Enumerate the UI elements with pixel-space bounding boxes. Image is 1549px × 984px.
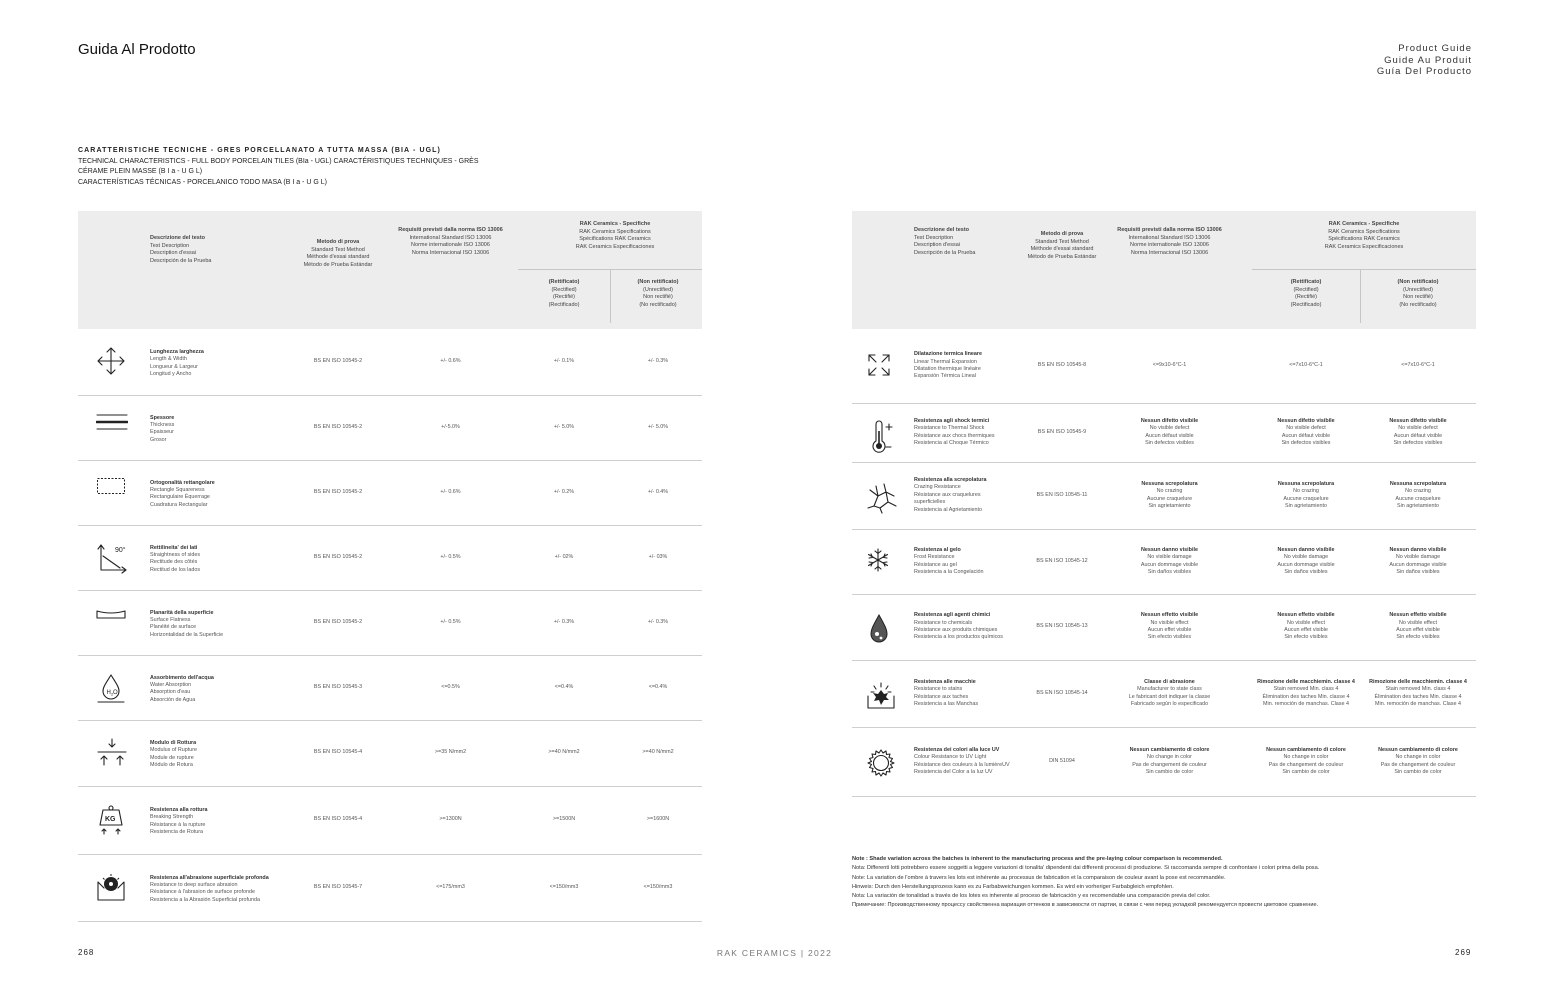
text-line: Min. remoción de manchas. Clase 4 (1263, 700, 1349, 707)
iso-requirement (1097, 481, 1242, 511)
table-row (78, 460, 702, 526)
test-method: BS EN ISO 10545-7 (313, 883, 363, 890)
text-line: Resistencia de Rotura (150, 829, 204, 836)
text-line: No visible effect (1287, 619, 1325, 626)
text-line: Nessun difetto visibile (1277, 417, 1335, 424)
test-method: BS EN ISO 10545-4 (313, 749, 363, 755)
rectified-value: +/- 5.0% (553, 423, 575, 430)
text-line: No visible damage (1147, 554, 1192, 561)
note-de: Hinweis: Durch den Herstellungsprozess kann es zu Farbabweichungen kommen. Es wird ein vorheriger Farbabgleich empfohlen. (852, 883, 1174, 890)
text-line: Aucun dommage visible (1389, 561, 1447, 568)
text-line: Resistenza al gelo (914, 546, 961, 553)
text-line: No crazing (1405, 488, 1431, 495)
left-table-header (78, 211, 702, 329)
unrectified-value: <=150/mm3 (643, 883, 673, 890)
iso-requirement: +/- 0.6% (440, 488, 461, 495)
product-guide-translations (1377, 43, 1472, 78)
iso-requirement: +/- 0.5% (440, 553, 461, 560)
iso-requirement (1097, 418, 1242, 448)
svg-text:2: 2 (111, 691, 114, 696)
note-fr: Note: La variation de l'ombre à travers les lots est inhérente au processus de fabrication et la comparaison de couleur avant la pose est recommandée. (852, 874, 1226, 881)
svg-text:H: H (106, 689, 111, 696)
test-method: BS EN ISO 10545-2 (313, 488, 363, 495)
text-line: Nessun difetto visibile (1140, 417, 1199, 424)
dashed-rectangle-icon (96, 477, 126, 500)
text-line: Résistance aux produits chimiques (914, 627, 998, 633)
text-line: Sin daños visibles (1396, 568, 1440, 575)
text-line: Resistenza alla screpolatura (914, 477, 987, 483)
text-line: superficielles (914, 499, 946, 506)
rectified-value: +/- 0.1% (553, 358, 575, 364)
text-line: Planarità della superficie (150, 609, 214, 616)
text-line: Sin daños visibles (1147, 568, 1192, 575)
text-line: Sin daños visibles (1284, 568, 1328, 575)
test-description (150, 610, 290, 640)
text-line: No visible effect (1150, 619, 1189, 626)
header-iso-requirements: Requisiti previsti dalla norma ISO 13006 International Standard ISO 13006 Norme internationale ISO 13006 Norma Internacional ISO 13006 (1117, 227, 1222, 256)
text-line: Sin cambio de color (1145, 768, 1194, 775)
page-number-left: 268 (78, 948, 95, 957)
table-row (78, 525, 702, 591)
text-line: Aucune craquelure (1283, 495, 1329, 502)
guide-fr: Guide Au Produit (1384, 54, 1472, 66)
text-line: Sin defectos visibles (1145, 439, 1194, 446)
text-line: No visible defect (1398, 425, 1438, 432)
test-description (150, 807, 290, 837)
iso-requirement: <=0.5% (441, 683, 460, 690)
text-line: Grosor (150, 436, 167, 443)
text-line: Sin efecto visibles (1396, 634, 1440, 641)
unrectified-value: >=40 N/mm2 (642, 749, 674, 755)
text-line: Sin agrietamiento (1285, 502, 1327, 509)
table-row (852, 529, 1476, 595)
text-line: Min. remoción de manchas. Clase 4 (1375, 700, 1461, 707)
text-line: Élimination des taches Min. classe 4 (1262, 693, 1350, 700)
text-line: Resistance to chemicals (914, 619, 973, 626)
right-spec-table (852, 211, 1476, 797)
right-table-header (852, 211, 1476, 329)
right-angle-90-icon (96, 542, 130, 579)
rectified-value: <=0.4% (554, 683, 574, 690)
text-line: Aucun effet visible (1147, 627, 1192, 633)
text-line: Breaking Strength (150, 814, 194, 821)
footer-brand: RAK CERAMICS | 2022 (716, 948, 833, 958)
table-row (852, 660, 1476, 728)
test-method: BS EN ISO 10545-3 (313, 683, 363, 690)
rectified-value: <=150/mm3 (549, 883, 579, 890)
crazing-crack-icon (866, 482, 898, 519)
left-spec-table (78, 211, 702, 921)
text-line: Resistenza alla rottura (150, 807, 208, 813)
chemical-drop-icon (866, 613, 892, 650)
text-line: Résistance aux chocs thermiques (914, 432, 995, 439)
rectified-value: +/- 0.2% (553, 488, 575, 495)
text-line: Pas de changement de couleur (1268, 761, 1344, 768)
text-line: Aucune craquelure (1395, 495, 1441, 502)
text-line: Résistance à l'abrasion de surface profonde (150, 889, 256, 896)
text-line: Resistenza dei colori alla luce UV (914, 746, 1000, 753)
header-rectified: (Rettificato) (Rectified) (Rectifié) (Rectificado) (548, 279, 580, 308)
svg-text:O: O (113, 689, 118, 696)
iso-requirement: >=35 N/mm2 (434, 749, 467, 755)
test-method: BS EN ISO 10545-12 (1036, 557, 1088, 564)
text-line: Résistance à la rupture (150, 821, 206, 828)
text-line: Resistance to deep surface abrasion (150, 881, 238, 888)
text-line: Aucun effet visible (1396, 627, 1440, 633)
unrectified-value (1360, 679, 1476, 709)
text-line: <=9x10-6°C-1 (1152, 362, 1187, 369)
text-line: Longueur & Largeur (150, 363, 198, 370)
text-line: Sin cambio de color (1394, 768, 1442, 775)
rectified-value (1252, 481, 1360, 511)
test-description (150, 415, 290, 445)
text-line: Dilatation thermique linéaire (914, 366, 981, 372)
text-line: Nessun effetto visibile (1277, 612, 1335, 619)
guide-en: Product Guide (1398, 43, 1472, 54)
text-line: Aucun défaut visible (1393, 432, 1443, 439)
test-description (150, 675, 290, 705)
text-line: No crazing (1293, 488, 1319, 495)
rectified-value: >=1500N (552, 816, 576, 822)
text-line: Nessun danno visibile (1141, 546, 1198, 553)
text-line: Rectitude des côtés (150, 559, 198, 566)
text-line: Assorbimento dell'acqua (150, 674, 214, 681)
expand-arrows-icon (866, 352, 892, 383)
text-line: Sin efecto visibles (1284, 634, 1328, 641)
text-line: Ortogonalità rettangolare (150, 479, 215, 486)
text-line: Le fabricant doit indiquer la classe (1128, 693, 1211, 700)
text-line: Aucune craquelure (1146, 495, 1193, 502)
text-line: No visible defect (1286, 425, 1326, 432)
unrectified-value (1360, 481, 1476, 511)
text-line: Nessun cambiamento di colore (1129, 746, 1210, 753)
surface-flatness-icon (96, 607, 126, 625)
text-line: Resistencia a las Manchas (914, 700, 979, 707)
guide-es: Guía Del Producto (1376, 66, 1472, 77)
text-line: Resistenza agli agenti chimici (914, 612, 991, 619)
unrectified-value (1360, 612, 1476, 642)
text-line: Sin agrietamiento (1397, 502, 1439, 509)
text-line: Stain removed Min. class 4 (1385, 686, 1451, 693)
text-line: Pas de changement de couleur (1132, 761, 1207, 768)
text-line: Resistencia a los productos químicos (914, 634, 1003, 641)
text-line: Resistance to stains (914, 686, 963, 693)
text-line: Résistance aux craquelures (914, 491, 981, 498)
text-line: <=7x10-6°C-1 (1401, 362, 1435, 369)
table-row (78, 590, 702, 656)
header-rectified: (Rettificato) (Rectified) (Rectifié) (Rectificado) (1290, 279, 1322, 308)
text-line: Sin defectos visibles (1281, 439, 1331, 446)
section-title-es: CARACTERÍSTICAS TÉCNICAS - PORCELANICO TODO MASA (B I a - U G L) (78, 178, 327, 186)
iso-requirement: +/- 0.6% (440, 358, 461, 364)
test-description (150, 740, 290, 770)
svg-text:90°: 90° (115, 546, 126, 554)
text-line: Fabricado según lo especificado (1130, 700, 1209, 707)
text-line: Epaisseur (150, 429, 174, 436)
text-line: Frost Resistance (914, 554, 955, 561)
water-drop-h2o-icon (96, 672, 126, 709)
text-line: Classe di abrasione (1144, 678, 1195, 685)
text-line: <=7x10-6°C-1 (1289, 362, 1323, 369)
rectified-value: +/- 0.3% (553, 618, 575, 625)
header-unrectified: (Non rettificato) (Unrectified) Non rectifié) (No rectificado) (1397, 279, 1439, 308)
text-line: Linear Thermal Expansion (914, 358, 977, 365)
note-en: Note : Shade variation across the batches is inherent to the manufacturing process and the pre-laying colour comparison is recommended. (852, 856, 1223, 862)
test-description (150, 480, 290, 510)
header-rak-specs: RAK Ceramics - Specifiche RAK Ceramics Specifications Spécifications RAK Ceramics RAK Ceramics Especificaciones (575, 221, 655, 250)
text-line: Modulus of Rupture (150, 747, 198, 754)
arrows-cross-icon (96, 346, 126, 381)
text-line: Resistenza agli shock termici (914, 417, 990, 424)
test-method: BS EN ISO 10545-14 (1036, 689, 1088, 696)
table-row (852, 462, 1476, 530)
text-line: Absorption d'eau (150, 689, 191, 696)
iso-requirement (1097, 547, 1242, 577)
rectified-value (1252, 679, 1360, 709)
unrectified-value: +/- 03% (648, 553, 668, 560)
text-line: Aucun dommage visible (1140, 561, 1199, 568)
text-line: No change in color (1395, 754, 1441, 761)
weight-kg-icon (96, 804, 126, 841)
note-it: Nota: Differenti lotti potrebbero essere soggetti a leggere variazioni di tonalita' dipendenti dai differenti processi di produzione. Si raccomanda sempre di confrontare i colori prima della posa. (852, 865, 1320, 872)
text-line: Nessun difetto visibile (1389, 417, 1447, 424)
test-method: BS EN ISO 10545-2 (313, 423, 363, 430)
text-line: Élimination des taches Min. classe 4 (1374, 693, 1462, 700)
text-line: Sin agrietamiento (1148, 502, 1191, 509)
text-line: Rectangulaire Équerrage (150, 494, 210, 501)
header-test-method: Metodo di prova Standard Test Method Méthode d'essai standard Método de Prueba Estándar (1027, 231, 1097, 260)
text-line: Absorción de Agua (150, 696, 196, 703)
test-method: BS EN ISO 10545-9 (1037, 428, 1087, 435)
text-line: No visible defect (1149, 425, 1190, 432)
table-row (852, 727, 1476, 797)
text-line: Résistance au gel (914, 561, 957, 568)
text-line: Nessuna screpolatura (1141, 480, 1198, 487)
iso-requirement (1097, 612, 1242, 642)
text-line: No visible damage (1283, 554, 1329, 561)
text-line: Longitud y Ancho (150, 371, 192, 378)
iso-requirement: +/- 0.5% (440, 618, 461, 625)
iso-requirement (1097, 362, 1242, 369)
table-row (78, 720, 702, 787)
text-line: No visible effect (1399, 619, 1437, 626)
text-line: Thickness (150, 421, 175, 428)
text-line: No change in color (1147, 754, 1192, 761)
rectified-value (1252, 362, 1360, 369)
uv-sun-icon (866, 748, 896, 783)
text-line: Résistance des couleurs à la lumièreUV (914, 761, 1010, 768)
thickness-lines-icon (96, 412, 128, 437)
unrectified-value: +/- 0.4% (647, 488, 669, 495)
text-line: Pas de changement de couleur (1380, 761, 1456, 768)
test-description (150, 349, 290, 379)
iso-requirement: <=175/mm3 (436, 883, 465, 890)
test-description (150, 875, 290, 905)
header-unrectified: (Non rettificato) (Unrectified) Non rectifié) (No rectificado) (637, 279, 679, 308)
text-line: Rettilineita' dei lati (150, 544, 198, 551)
text-line: No change in color (1283, 754, 1329, 761)
text-line: Length & Width (150, 356, 187, 363)
text-line: Manufacturer to state class (1137, 686, 1202, 693)
text-line: Planéité de surface (150, 624, 197, 631)
page-title: Guida Al Prodotto (78, 41, 196, 58)
svg-text:KG: KG (105, 816, 116, 823)
unrectified-value (1360, 362, 1476, 369)
text-line: Résistance aux taches (914, 693, 969, 700)
text-line: Sin cambio de color (1282, 768, 1330, 775)
rectified-value (1252, 747, 1360, 777)
section-heading (78, 146, 498, 188)
test-method: BS EN ISO 10545-13 (1036, 623, 1088, 629)
table-row (852, 329, 1476, 404)
text-line: Straightness of sides (150, 551, 201, 558)
snowflake-icon (866, 548, 890, 577)
text-line: Water Absorption (150, 681, 192, 688)
rupture-force-icon (96, 737, 128, 772)
unrectified-value (1360, 418, 1476, 448)
text-line: Sin efecto visibles (1147, 634, 1192, 641)
stain-splash-icon (866, 680, 896, 715)
rectified-value: +/- 02% (554, 553, 574, 560)
header-test-method: Metodo di prova Standard Test Method Méthode d'essai standard Método de Prueba Estándar (303, 239, 373, 268)
iso-requirement (1097, 679, 1242, 709)
text-line: Nessun cambiamento di colore (1266, 746, 1346, 753)
test-method: BS EN ISO 10545-4 (313, 816, 363, 822)
text-line: Crazing Resistance (914, 484, 961, 491)
abrasion-disc-icon (96, 872, 126, 907)
text-line: Resistencia al Agrietamiento (914, 506, 983, 513)
test-method: BS EN ISO 10545-2 (313, 358, 363, 364)
iso-requirement (1097, 747, 1242, 777)
text-line: Nessun effetto visibile (1140, 612, 1199, 619)
test-method: DIN 51094 (1049, 757, 1075, 764)
unrectified-value: >=1600N (646, 816, 670, 822)
text-line: Resistenza alle macchie (914, 678, 976, 685)
unrectified-value (1360, 547, 1476, 577)
unrectified-value: <=0.4% (648, 683, 668, 690)
text-line: Horizontalidad de la Superficie (150, 631, 224, 638)
text-line: Nessun danno visibile (1277, 546, 1335, 553)
table-row (78, 329, 702, 396)
header-iso-requirements: Requisiti previsti dalla norma ISO 13006 International Standard ISO 13006 Norme internationale ISO 13006 Norma Internacional ISO 13006 (398, 227, 503, 256)
section-title-en-fr: TECHNICAL CHARACTERISTICS - FULL BODY PORCELAIN TILES (BIa - UGL) CARACTÉRISTIQUES TECHNIQUES - GRÈS (78, 157, 479, 165)
text-line: Stain removed Min. class 4 (1273, 686, 1339, 693)
test-description (150, 545, 290, 575)
shade-variation-notes (852, 855, 1492, 911)
text-line: Rectangle Squareness (150, 486, 205, 493)
text-line: Dilatazione termica lineare (914, 351, 983, 358)
table-row (852, 594, 1476, 661)
table-row (78, 854, 702, 922)
text-line: Colour Resistance to UV Light (914, 754, 987, 761)
test-method: BS EN ISO 10545-2 (313, 618, 363, 625)
text-line: Resistencia a la Congelación (914, 568, 984, 575)
text-line: Resistencia del Color a la luz UV (914, 768, 993, 775)
text-line: Modulo di Rottura (150, 740, 197, 746)
header-test-description: Descrizione del testo Test Description Description d'essai Descripción de la Prueba (150, 235, 212, 264)
test-method: BS EN ISO 10545-2 (313, 553, 363, 560)
rectified-value (1252, 547, 1360, 577)
rectified-value: >=40 N/mm2 (548, 749, 580, 755)
text-line: Nessun cambiamento di colore (1378, 746, 1458, 753)
text-line: No visible damage (1395, 554, 1441, 561)
iso-requirement: >=1300N (439, 816, 462, 822)
thermometer-icon (866, 419, 894, 460)
text-line: Resistencia a la Abrasión Superficial profunda (150, 896, 260, 903)
text-line: Surface Flatness (150, 616, 191, 623)
iso-requirement: +/-5.0% (441, 423, 460, 430)
header-rak-specs: RAK Ceramics - Specifiche RAK Ceramics Specifications Spécifications RAK Ceramics RAK Ceramics Especificaciones (1324, 221, 1404, 250)
unrectified-value: +/- 0.3% (647, 358, 669, 364)
table-row (78, 786, 702, 855)
text-line: Nessuna screpolatura (1277, 480, 1335, 487)
table-row (78, 655, 702, 721)
text-line: Spessore (150, 414, 175, 421)
text-line: Aucun défaut visible (1281, 432, 1331, 439)
text-line: Expansión Térmica Lineal (914, 373, 976, 380)
table-row (852, 403, 1476, 463)
text-line: Aucun défaut visible (1145, 432, 1194, 439)
unrectified-value (1360, 747, 1476, 777)
rectified-value (1252, 418, 1360, 448)
section-title-fr2: CÉRAME PLEIN MASSE (B I a - U G L) (78, 168, 203, 175)
text-line: Rimozione delle macchiemin. classe 4 (1257, 678, 1355, 685)
text-line: Rectitud de los lados (150, 566, 201, 573)
text-line: Cuadratura Rectangular (150, 501, 208, 508)
text-line: Sin defectos visibles (1393, 439, 1443, 446)
text-line: Resistenza all'abrasione superficiale profonda (150, 874, 269, 881)
header-test-description: Descrizione del testo Test Description Description d'essai Descripción de la Prueba (914, 227, 976, 256)
text-line: Aucun dommage visible (1277, 561, 1335, 568)
text-line: Resistance to Thermal Shock (914, 425, 985, 432)
note-es: Nota: La variación de tonalidad a través de los lotes es inherente al proceso de fabricación y es recomendable una comparación previa del color. (852, 893, 1211, 900)
text-line: Module de rupture (150, 754, 194, 761)
unrectified-value: +/- 5.0% (647, 423, 669, 430)
page-number-right: 269 (1455, 948, 1472, 957)
text-line: Módulo de Rotura (150, 762, 193, 769)
test-method: BS EN ISO 10545-8 (1037, 362, 1087, 368)
text-line: Nessun danno visibile (1389, 546, 1447, 553)
table-row (78, 395, 702, 461)
text-line: Rimozione delle macchiemin. classe 4 (1369, 678, 1467, 685)
text-line: Nessuna screpolatura (1389, 480, 1447, 487)
text-line: Aucun effet visible (1284, 627, 1328, 633)
unrectified-value: +/- 0.3% (647, 618, 669, 625)
section-title-it: CARATTERISTICHE TECNICHE - GRES PORCELLANATO A TUTTA MASSA (BIA - UGL) (78, 147, 441, 154)
text-line: Lunghezza larghezza (150, 349, 204, 355)
rectified-value (1252, 612, 1360, 642)
text-line: No crazing (1156, 488, 1183, 495)
test-method: BS EN ISO 10545-11 (1036, 491, 1088, 498)
text-line: Resistencia al Choque Térmico (914, 439, 989, 446)
note-ru: Примечание: Производственному процессу свойственна вариация оттенков в зависимости от партии, в связи с чем перед укладкой рекомендуется провести цветовое сравнение. (852, 902, 1319, 909)
text-line: Nessun effetto visibile (1389, 612, 1447, 619)
